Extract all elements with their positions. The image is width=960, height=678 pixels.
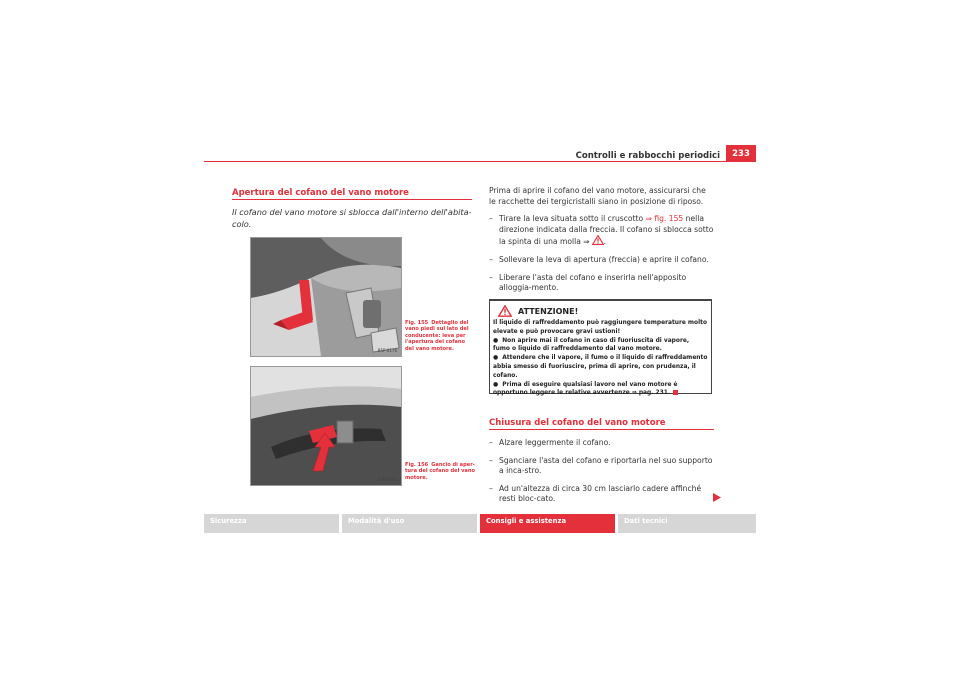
footer-tab-dati-tecnici[interactable]: Dati tecnici bbox=[618, 514, 756, 533]
warning-bullet: ● Prima di eseguire qualsiasi lavoro nel vano motore è opportuno leggere le relative avvertenze ⇒ pag. 231. bbox=[493, 381, 678, 397]
figure-155-caption bbox=[405, 320, 475, 352]
end-of-section-marker bbox=[673, 390, 678, 395]
footer-tab-consigli-assistenza[interactable]: Consigli e assistenza bbox=[480, 514, 615, 533]
opening-step-3: – Liberare l'asta del cofano e inserirla nell'apposito alloggia-mento. bbox=[489, 273, 714, 294]
warning-triangle-icon bbox=[498, 305, 512, 317]
hood-latch-photo bbox=[251, 367, 401, 485]
closing-step-3: – Ad un'altezza di circa 30 cm lasciarlo cadere affinché resti bloc-cato. bbox=[489, 484, 714, 505]
opening-step-1: – Tirare la leva situata sotto il cruscotto ⇒ fig. 155 nella direzione indicata dalla freccia. Il cofano si sblocca sotto la spinta di una molla ⇒ . bbox=[489, 214, 714, 248]
warning-box bbox=[489, 299, 712, 397]
figure-155-image bbox=[250, 237, 402, 357]
footer-tab-sicurezza[interactable]: Sicurezza bbox=[204, 514, 339, 533]
page-number: 233 bbox=[726, 145, 756, 162]
figure-156-caption bbox=[405, 462, 475, 481]
section-rule-closing bbox=[489, 429, 714, 430]
warning-line: Il liquido di raffreddamento può raggiungere temperature molto elevate e può provocare gravi ustioni! bbox=[493, 320, 707, 335]
figure-155-reference[interactable]: ⇒ fig. 155 bbox=[645, 214, 684, 224]
closing-step-2: – Sganciare l'asta del cofano e riportarla nel suo supporto a inca-stro. bbox=[489, 456, 714, 477]
section-rule-opening bbox=[232, 199, 472, 200]
figure-156-text: Gancio di aper-tura del cofano del vano motore. bbox=[405, 462, 475, 481]
opening-step-2: – Sollevare la leva di apertura (freccia) e aprire il cofano. bbox=[489, 255, 714, 266]
section-title-opening: Apertura del cofano del vano motore bbox=[232, 188, 409, 198]
closing-step-1: – Alzare leggermente il cofano. bbox=[489, 438, 714, 449]
warning-body bbox=[493, 319, 708, 398]
footer-tab-modalita-uso[interactable]: Modalità d'uso bbox=[342, 514, 477, 533]
opening-procedure bbox=[489, 186, 714, 301]
running-header: Controlli e rabbocchi periodici bbox=[575, 151, 720, 161]
figure-155-number: Fig. 155 bbox=[405, 320, 429, 326]
figure-155-text: Dettaglio del vano piedi sul lato del conducente: leva per l'apertura del cofano del vano motore. bbox=[405, 320, 469, 352]
figure-156-number: Fig. 156 bbox=[405, 462, 429, 468]
footwell-photo bbox=[251, 238, 401, 356]
figure-155-code: B5P-0176 bbox=[377, 348, 397, 353]
figure-156-code: B5P-0006 bbox=[377, 477, 397, 482]
procedure-intro: Prima di aprire il cofano del vano motore, assicurarsi che le racchette dei tergicristalli siano in posizione di riposo. bbox=[489, 186, 706, 206]
closing-procedure bbox=[489, 438, 714, 512]
warning-bullet: ● Non aprire mai il cofano in caso di fuoriuscita di vapore, fumo o liquido di raffreddamento dal vano motore. bbox=[493, 337, 690, 353]
next-page-arrow-icon[interactable] bbox=[713, 493, 721, 502]
header-rule bbox=[204, 161, 726, 162]
warning-header bbox=[498, 303, 708, 319]
warning-title: ATTENZIONE! bbox=[518, 306, 579, 316]
figure-156-image bbox=[250, 366, 402, 486]
section-title-closing: Chiusura del cofano del vano motore bbox=[489, 418, 666, 428]
warning-bullet: ● Attendere che il vapore, il fumo o il liquido di raffreddamento abbia smesso di fuoriuscire, prima di aprire, con prudenza, il cofano. bbox=[493, 355, 708, 379]
section-intro: Il cofano del vano motore si sblocca dall'interno dell'abita-colo. bbox=[232, 207, 472, 229]
warning-triangle-icon bbox=[592, 235, 604, 245]
